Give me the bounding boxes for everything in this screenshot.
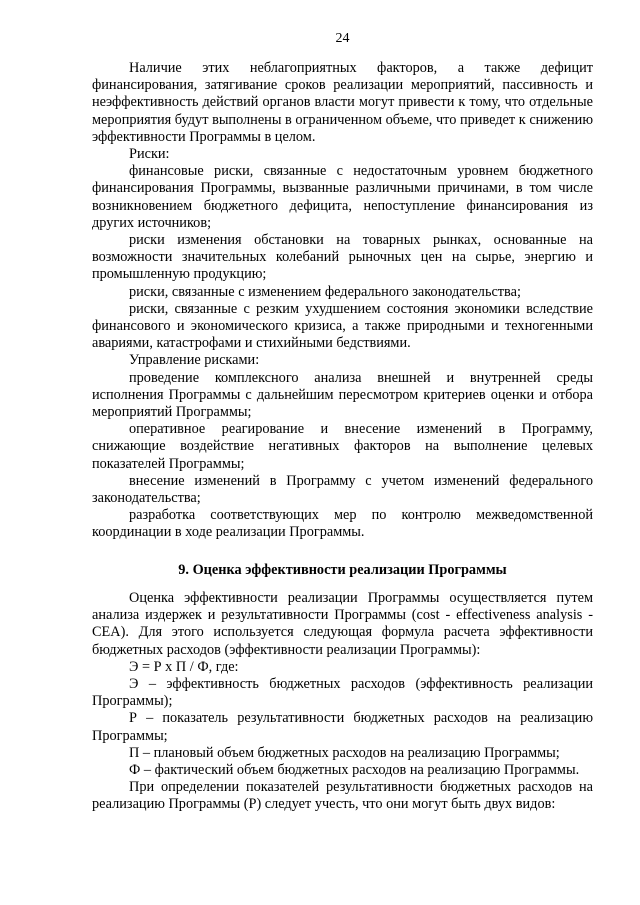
paragraph: При определении показателей результативности бюджетных расходов на реализацию Программы (Р) следует учесть, что они могут быть двух видов: bbox=[92, 779, 593, 813]
paragraph: Наличие этих неблагоприятных факторов, а также дефицит финансирования, затягивание сроков реализации мероприятий, пассивность и неэффективность действий органов власти могут привести к тому, что отдельные мероприятия будут выполнены в ограниченном объеме, что приведет к снижению эффективности Программы в целом. bbox=[92, 60, 593, 145]
formula-definition: Э – эффективность бюджетных расходов (эффективность реализации Программы); bbox=[92, 675, 593, 710]
document-page bbox=[92, 30, 593, 814]
paragraph: внесение изменений в Программу с учетом изменений федерального законодательства; bbox=[92, 472, 593, 507]
formula-definition: Р – показатель результативности бюджетных расходов на реализацию Программы; bbox=[92, 710, 593, 744]
paragraph: Оценка эффективности реализации Программы осуществляется путем анализа издержек и результативности Программы (cost - effectiveness analysis - CEA). Для этого используется следующая формула расчета эффективности бюджетных расходов (эффективности реализации Программы): bbox=[92, 589, 593, 658]
paragraph: Риски: bbox=[129, 146, 170, 163]
paragraph: Управление рисками: bbox=[129, 352, 260, 369]
formula-definition: Ф – фактический объем бюджетных расходов на реализацию Программы. bbox=[129, 761, 580, 778]
page-number: 24 bbox=[335, 31, 350, 46]
formula-definition: П – плановый объем бюджетных расходов на реализацию Программы; bbox=[129, 744, 560, 761]
formula-line: Э = Р х П / Ф, где: bbox=[129, 658, 239, 675]
paragraph: разработка соответствующих мер по контролю межведомственной координации в ходе реализации Программы. bbox=[92, 507, 593, 541]
section-heading: 9. Оценка эффективности реализации Программы bbox=[178, 561, 507, 578]
paragraph: риски изменения обстановки на товарных рынках, основанные на возможности значительных колебаний рыночных цен на сырье, энергию и промышленную продукцию; bbox=[92, 232, 593, 283]
paragraph: риски, связанные с резким ухудшением состояния экономики вследствие финансового и экономического кризиса, а также природными и техногенными авариями, катастрофами и стихийными бедствиями. bbox=[92, 300, 593, 352]
paragraph: финансовые риски, связанные с недостаточным уровнем бюджетного финансирования Программы, вызванные различными причинами, в том числе возникновением бюджетного дефицита, непоступление финансирования из других источников; bbox=[92, 163, 593, 231]
paragraph: оперативное реагирование и внесение изменений в Программу, снижающие воздействие негативных факторов на выполнение целевых показателей Программы; bbox=[92, 421, 593, 472]
paragraph: риски, связанные с изменением федерального законодательства; bbox=[129, 283, 521, 300]
paragraph: проведение комплексного анализа внешней и внутренней среды исполнения Программы с дальнейшим пересмотром критериев оценки и отбора мероприятий Программы; bbox=[92, 369, 593, 421]
